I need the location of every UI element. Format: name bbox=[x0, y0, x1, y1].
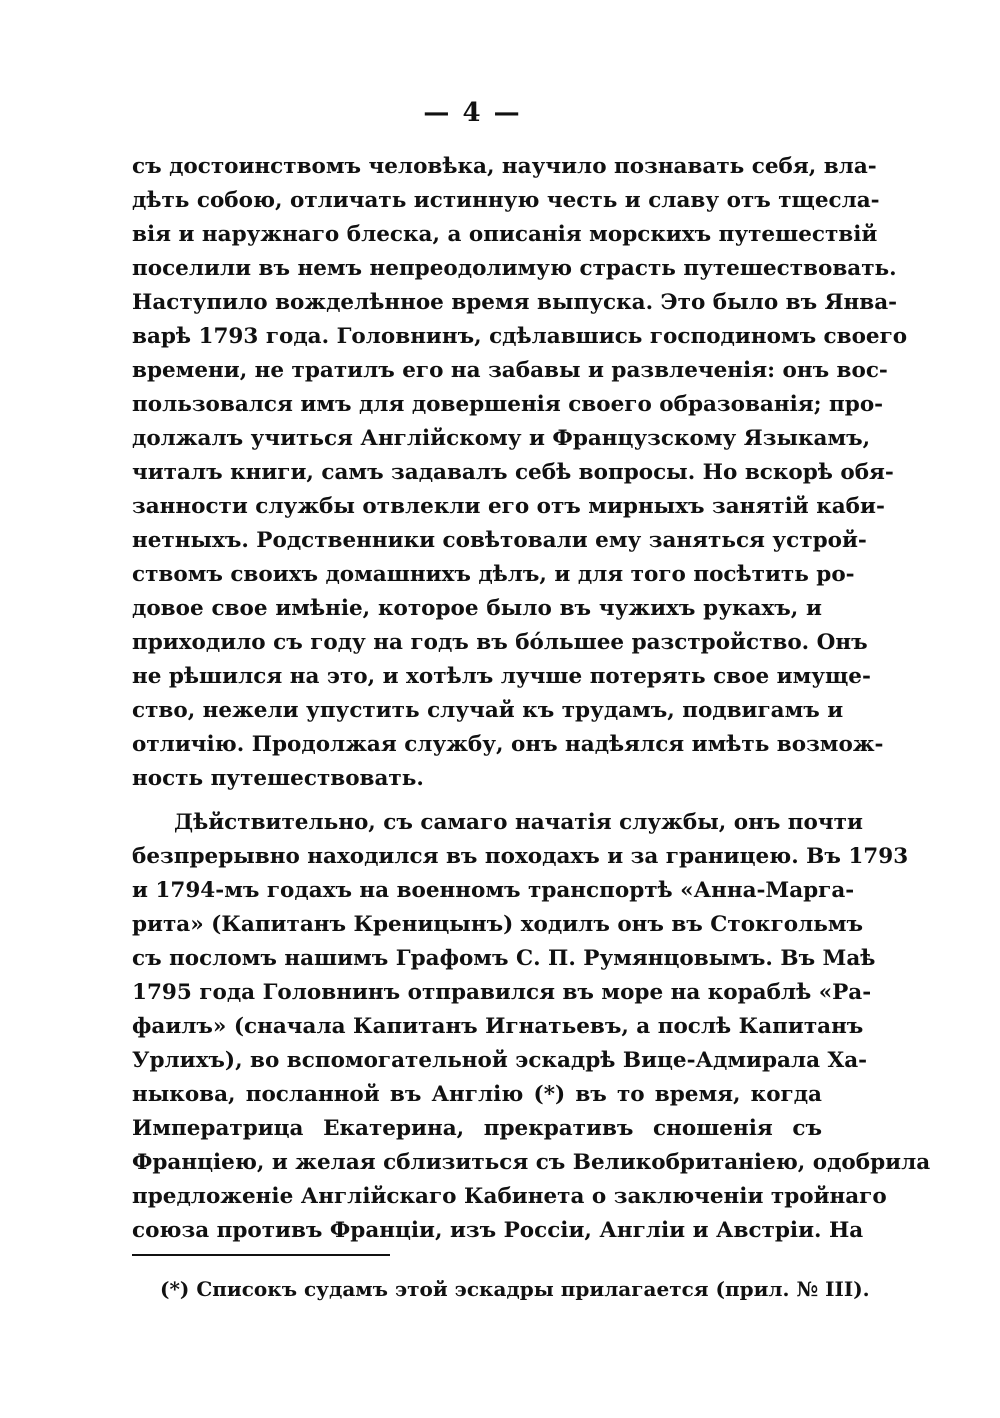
text-line: ствомъ своихъ домашнихъ дѣлъ, и для того посѣтить ро- bbox=[132, 562, 855, 587]
text-line: занности службы отвлекли его отъ мирныхъ занятій каби- bbox=[132, 494, 885, 519]
text-line: Дѣйствительно, съ самаго начатія службы, онъ почти bbox=[174, 810, 863, 835]
text-line: приходило съ году на годъ въ бóльшее разстройство. Онъ bbox=[132, 630, 868, 655]
text-line: отличію. Продолжая службу, онъ надѣялся имѣть возмож- bbox=[132, 732, 884, 757]
text-line: Урлихъ), во вспомогательной эскадрѣ Вице-Адмирала Ха- bbox=[132, 1048, 868, 1073]
text-line: ныкова, посланной въ Англію (*) въ то время, когда bbox=[132, 1082, 822, 1107]
text-line: пользовался имъ для довершенія своего образованія; про- bbox=[132, 392, 884, 417]
text-line: фаилъ» (сначала Капитанъ Игнатьевъ, а послѣ Капитанъ bbox=[132, 1014, 864, 1039]
paragraph-2 bbox=[132, 806, 931, 1248]
text-line: безпрерывно находился въ походахъ и за границею. Въ 1793 bbox=[132, 844, 909, 869]
text-line: нетныхъ. Родственники совѣтовали ему заняться устрой- bbox=[132, 528, 867, 553]
text-line: вія и наружнаго блеска, а описанія морскихъ путешествій bbox=[132, 222, 878, 247]
text-line: дѣть собою, отличать истинную честь и славу отъ тщесла- bbox=[132, 188, 880, 213]
text-line: времени, не тратилъ его на забавы и развлеченія: онъ вос- bbox=[132, 358, 888, 383]
text-line: предложеніе Англійскаго Кабинета о заключеніи тройнаго bbox=[132, 1184, 887, 1209]
text-line: довое свое имѣніе, которое было въ чужихъ рукахъ, и bbox=[132, 596, 822, 621]
footnote-divider bbox=[132, 1254, 390, 1256]
text-line: варѣ 1793 года. Головнинъ, сдѣлавшись господиномъ своего bbox=[132, 324, 908, 349]
text-line: рита» (Капитанъ Креницынъ) ходилъ онъ въ Стокгольмъ bbox=[132, 912, 864, 937]
text-line: читалъ книги, самъ задавалъ себѣ вопросы. Но вскорѣ обя- bbox=[132, 460, 894, 485]
text-line: съ посломъ нашимъ Графомъ С. П. Румянцовымъ. Въ Маѣ bbox=[132, 946, 876, 971]
paragraph-1 bbox=[132, 150, 908, 796]
page-number: — 4 — bbox=[423, 98, 522, 128]
body-text bbox=[132, 150, 931, 1248]
text-line: союза противъ Франціи, изъ Россіи, Англіи и Австріи. На bbox=[132, 1218, 864, 1243]
text-line: съ достоинствомъ человѣка, научило познавать себя, вла- bbox=[132, 154, 877, 179]
text-line: 1795 года Головнинъ отправился въ море на кораблѣ «Ра- bbox=[132, 980, 872, 1005]
text-line: должалъ учиться Англійскому и Французскому Языкамъ, bbox=[132, 426, 871, 451]
footnote: (*) Списокъ судамъ этой эскадры прилагается (прил. № III). bbox=[160, 1277, 870, 1301]
text-line: ство, нежели упустить случай къ трудамъ, подвигамъ и bbox=[132, 698, 844, 723]
text-line: ность путешествовать. bbox=[132, 766, 424, 791]
text-line: поселили въ немъ непреодолимую страсть путешествовать. bbox=[132, 256, 897, 281]
text-line: Императрица Екатерина, прекративъ сношенія съ bbox=[132, 1116, 822, 1141]
text-line: и 1794-мъ годахъ на военномъ транспортѣ «Анна-Марга- bbox=[132, 878, 855, 903]
text-line: не рѣшился на это, и хотѣлъ лучше потерять свое имуще- bbox=[132, 664, 871, 689]
text-line: Франціею, и желая сблизиться съ Великобританіею, одобрила bbox=[132, 1150, 931, 1175]
text-line: Наступило вожделѣнное время выпуска. Это было въ Янва- bbox=[132, 290, 898, 315]
